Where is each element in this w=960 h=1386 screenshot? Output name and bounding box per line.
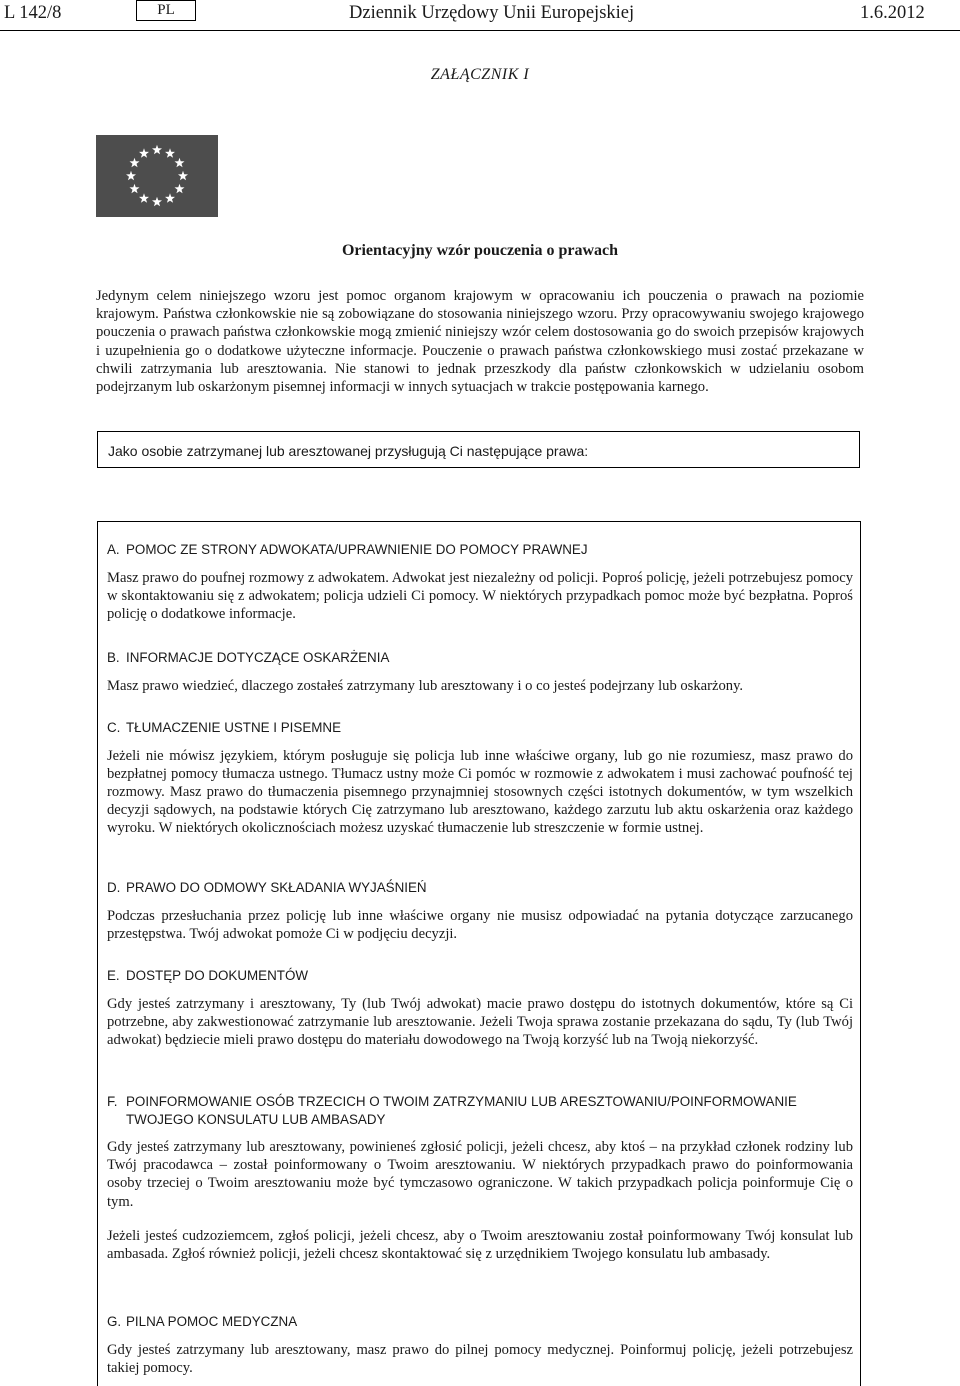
section-heading <box>107 541 853 559</box>
section-heading <box>107 879 853 897</box>
section-title: POMOC ZE STRONY ADWOKATA/UPRAWNIENIE DO POMOCY PRAWNEJ <box>126 542 588 557</box>
section-title: PRAWO DO ODMOWY SKŁADANIA WYJAŚNIEŃ <box>126 880 427 895</box>
section-f <box>107 1093 853 1263</box>
annex-label: ZAŁĄCZNIK I <box>430 66 530 83</box>
section-title: PILNA POMOC MEDYCZNA <box>126 1314 298 1329</box>
section-title: DOSTĘP DO DOKUMENTÓW <box>126 968 309 983</box>
section-paragraph: Jeżeli jesteś cudzoziemcem, zgłoś policji, jeżeli chcesz, aby o Twoim aresztowaniu został poinformowany Twój konsulat lub ambasada. Zgłoś również policji, jeżeli chcesz skontaktować się z urzędnikiem Twojego konsulatu lub ambasady. <box>107 1227 853 1263</box>
page-header <box>0 0 960 31</box>
section-title: TŁUMACZENIE USTNE I PISEMNE <box>126 720 342 735</box>
section-letter: D. <box>107 880 121 895</box>
section-letter: C. <box>107 720 121 735</box>
section-paragraph: Masz prawo do poufnej rozmowy z adwokatem. Adwokat jest niezależny od policji. Poproś policję, jeżeli potrzebujesz pomocy w skontaktowaniu się z adwokatem; policja udzieli Ci pomocy. W niektórych przypadkach pomoc może być bezpłatna. Poproś policję o dodatkowe informacje. <box>107 569 853 622</box>
section-heading <box>107 1093 853 1128</box>
section-g <box>107 1313 853 1377</box>
section-b <box>107 649 853 695</box>
language-badge: PL <box>136 0 196 21</box>
document-title: Orientacyjny wzór pouczenia o prawach <box>341 242 619 259</box>
rights-box <box>97 521 861 1386</box>
section-e <box>107 967 853 1049</box>
eu-flag-stars-icon <box>96 135 218 217</box>
section-heading <box>107 967 853 985</box>
section-heading <box>107 719 853 737</box>
section-d <box>107 879 853 943</box>
section-paragraph: Gdy jesteś zatrzymany lub aresztowany, masz prawo do pilnej pomocy medycznej. Poinformuj policję, jeżeli potrzebujesz takiej pomocy. <box>107 1341 853 1376</box>
section-paragraph: Podczas przesłuchania przez policję lub inne właściwe organy nie musisz odpowiadać na pytania dotyczące zarzucanego przestępstwa. Twój adwokat pomoże Ci w podjęciu decyzji. <box>107 907 853 942</box>
section-paragraph: Gdy jesteś zatrzymany i aresztowany, Ty (lub Twój adwokat) macie prawo dostępu do istotnych dokumentów, które są Ci potrzebne, aby zakwestionować zatrzymanie lub aresztowanie. Jeżeli Twoja sprawa zostanie przekazana do sądu, Ty (lub Twój adwokat) będziecie mieli prawo dostępu do materiału dowodowego na Twoją korzyść lub na Twoją niekorzyść. <box>107 995 853 1048</box>
section-heading <box>107 649 853 667</box>
rights-intro-box <box>97 431 860 468</box>
section-title: INFORMACJE DOTYCZĄCE OSKARŻENIA <box>126 650 390 665</box>
section-title: POINFORMOWANIE OSÓB TRZECICH O TWOIM ZATRZYMANIU LUB ARESZTOWANIU/POINFORMOWANIE TWOJEGO KONSULATU LUB AMBASADY <box>126 1094 797 1127</box>
section-letter: A. <box>107 542 120 557</box>
section-heading <box>107 1313 853 1331</box>
section-letter: E. <box>107 968 120 983</box>
section-letter: F. <box>107 1094 118 1109</box>
intro-paragraph: Jedynym celem niniejszego wzoru jest pomoc organom krajowym w opracowaniu ich pouczenia o prawach na poziomie krajowym. Państwa członkowskie nie są zobowiązane do stosowania niniejszego wzoru. Przy opracowywaniu swojego krajowego pouczenia o prawach państwa członkowskie mogą zmienić niniejszy wzór celem dostosowania go do swoich przepisów krajowych i uzupełnienia go o dodatkowe użyteczne informacje. Pouczenie o prawach państwa członkowskiego musi zostać przekazane w chwili zatrzymania lub aresztowania. Nie stanowi to jednak przeszkody dla państw członkowskich w udzielaniu osobom podejrzanym lub oskarżonym pisemnej informacji w innych sytuacjach w trakcie postępowania karnego. <box>96 288 864 396</box>
section-c <box>107 719 853 838</box>
section-paragraph: Masz prawo wiedzieć, dlaczego zostałeś zatrzymany lub aresztowany i o co jesteś podejrzany lub oskarżony. <box>107 677 744 694</box>
section-letter: G. <box>107 1314 122 1329</box>
publication-date: 1.6.2012 <box>860 3 925 23</box>
section-paragraph: Gdy jesteś zatrzymany lub aresztowany, powinieneś zgłosić policji, jeżeli chcesz, aby ktoś – na przykład członek rodziny lub Twój pracodawca – został poinformowany o Twoim aresztowaniu. W niektórych przypadkach prawo do poinformowania osoby trzeciej o Twoim aresztowaniu może być tymczasowo ograniczone. W takich przypadkach policja poinformuje Cię o tym. <box>107 1139 853 1210</box>
section-paragraph: Jeżeli nie mówisz językiem, którym posługuje się policja lub inne właściwe organy, lub go nie rozumiesz, masz prawo do bezpłatnej pomocy tłumacza ustnego. Tłumacz ustny może Ci pomóc w rozmowie z adwokatem i musi zachować poufność tej rozmowy. Masz prawo do tłumaczenia pisemnego przynajmniej stosownych części istotnych dokumentów, w tym wszelkich decyzji sądowych, na podstawie których Cię zatrzymano lub aresztowano, każdego zarzutu lub aktu oskarżenia oraz każdego wyroku. W niektórych okolicznościach możesz uzyskać tłumaczenie lub streszczenie w formie ustnej. <box>107 747 853 837</box>
page-reference: L 142/8 <box>4 3 62 23</box>
section-letter: B. <box>107 650 120 665</box>
eu-flag <box>96 135 218 217</box>
section-a <box>107 541 853 623</box>
rights-intro-text: Jako osobie zatrzymanej lub aresztowanej przysługują Ci następujące prawa: <box>108 443 589 459</box>
journal-name: Dziennik Urzędowy Unii Europejskiej <box>349 3 635 23</box>
